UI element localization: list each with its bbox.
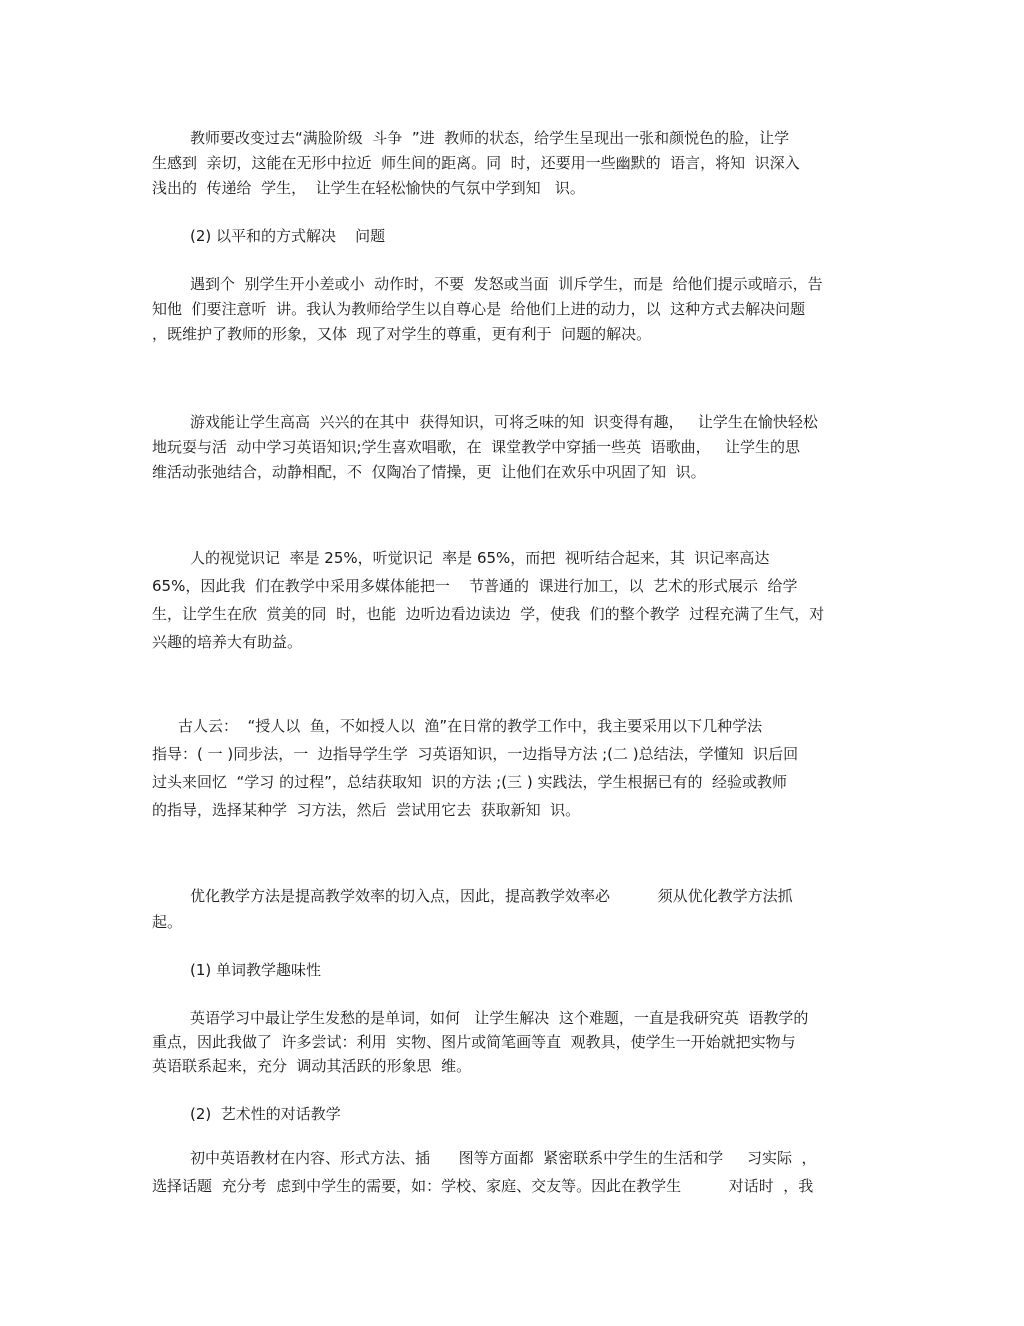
text-line: 浅出的 传递给 学生， 让学生在轻松愉快的气氛中学到知 识。 (152, 179, 585, 197)
text-line: 65%，因此我 们在教学中采用多媒体能把一 节普通的 课进行加工，以 艺术的形式展示 给学 (152, 577, 798, 595)
text-line: 游戏能让学生高高 兴兴的在其中 获得知识，可将乏味的知 识变得有趣， 让学生在愉快轻松 (190, 413, 818, 431)
text-line: 过头来回忆 “学习 的过程”，总结获取知 识的方法 ;(三 ) 实践法，学生根据已有的 经验或教师 (152, 773, 787, 791)
text-line: 生，让学生在欣 赏美的同 时，也能 边听边看边读边 学，使我 们的整个教学 过程充满了生气，对 (152, 605, 825, 623)
text-line: 初中英语教材在内容、形式方法、插 图等方面都 紧密联系中学生的生活和学 习实际 ， (190, 1149, 817, 1167)
text-line: 生感到 亲切，这能在无形中拉近 师生间的距离。同 时，还要用一些幽默的 语言，将知 识深入 (152, 154, 800, 172)
text-line: 的指导，选择某种学 习方法，然后 尝试用它去 获取新知 识。 (152, 801, 581, 819)
text-line: 起。 (152, 913, 183, 931)
text-line: (2) 以平和的方式解决 问题 (190, 227, 386, 245)
text-line: ，既维护了教师的形象，又体 现了对学生的尊重，更有利于 问题的解决。 (152, 325, 652, 343)
text-line: 知他 们要注意听 讲。我认为教师给学生以自尊心是 给他们上进的动力，以 这种方式去解决问题 (152, 300, 806, 318)
text-line: 古人云： “授人以 鱼，不如授人以 渔”在日常的教学工作中，我主要采用以下几种学法 (178, 717, 763, 735)
text-line: 英语学习中最让学生发愁的是单词，如何 让学生解决 这个难题，一直是我研究英 语教学的 (190, 1009, 809, 1027)
text-line: 英语联系起来，充分 调动其活跃的形象思 维。 (152, 1057, 472, 1075)
text-line: 人的视觉识记 率是 25%，听觉识记 率是 65%，而把 视听结合起来，其 识记率高达 (190, 549, 770, 567)
text-line: (2) 艺术性的对话教学 (190, 1105, 341, 1123)
text-line: 指导：( 一 )同步法，一 边指导学生学 习英语知识，一边指导方法 ;(二 )总结法，学懂知 识后回 (152, 745, 799, 763)
text-line: 维活动张弛结合，动静相配，不 仅陶冶了情操，更 让他们在欢乐中巩固了知 识。 (152, 463, 706, 481)
text-line: 兴趣的培养大有助益。 (152, 633, 303, 651)
text-line: 选择话题 充分考 虑到中学生的需要，如：学校、家庭、交友等。因此在教学生 对话时 ，我 (152, 1177, 814, 1195)
text-line: 优化教学方法是提高教学效率的切入点，因此，提高教学效率必 须从优化教学方法抓 (190, 887, 793, 905)
text-line: (1) 单词教学趣味性 (190, 961, 322, 979)
text-line: 地玩耍与活 动中学习英语知识;学生喜欢唱歌，在 课堂教学中穿插一些英 语歌曲， 让学生的思 (152, 438, 800, 456)
text-line: 重点，因此我做了 许多尝试：利用 实物、图片或简笔画等直 观教具，使学生一开始就把实物与 (152, 1033, 796, 1051)
text-line: 教师要改变过去“满脸阶级 斗争 ”进 教师的状态，给学生呈现出一张和颜悦色的脸，让学 (190, 129, 790, 147)
text-line: 遇到个 别学生开小差或小 动作时，不要 发怒或当面 训斥学生，而是 给他们提示或暗示，告 (190, 275, 823, 293)
